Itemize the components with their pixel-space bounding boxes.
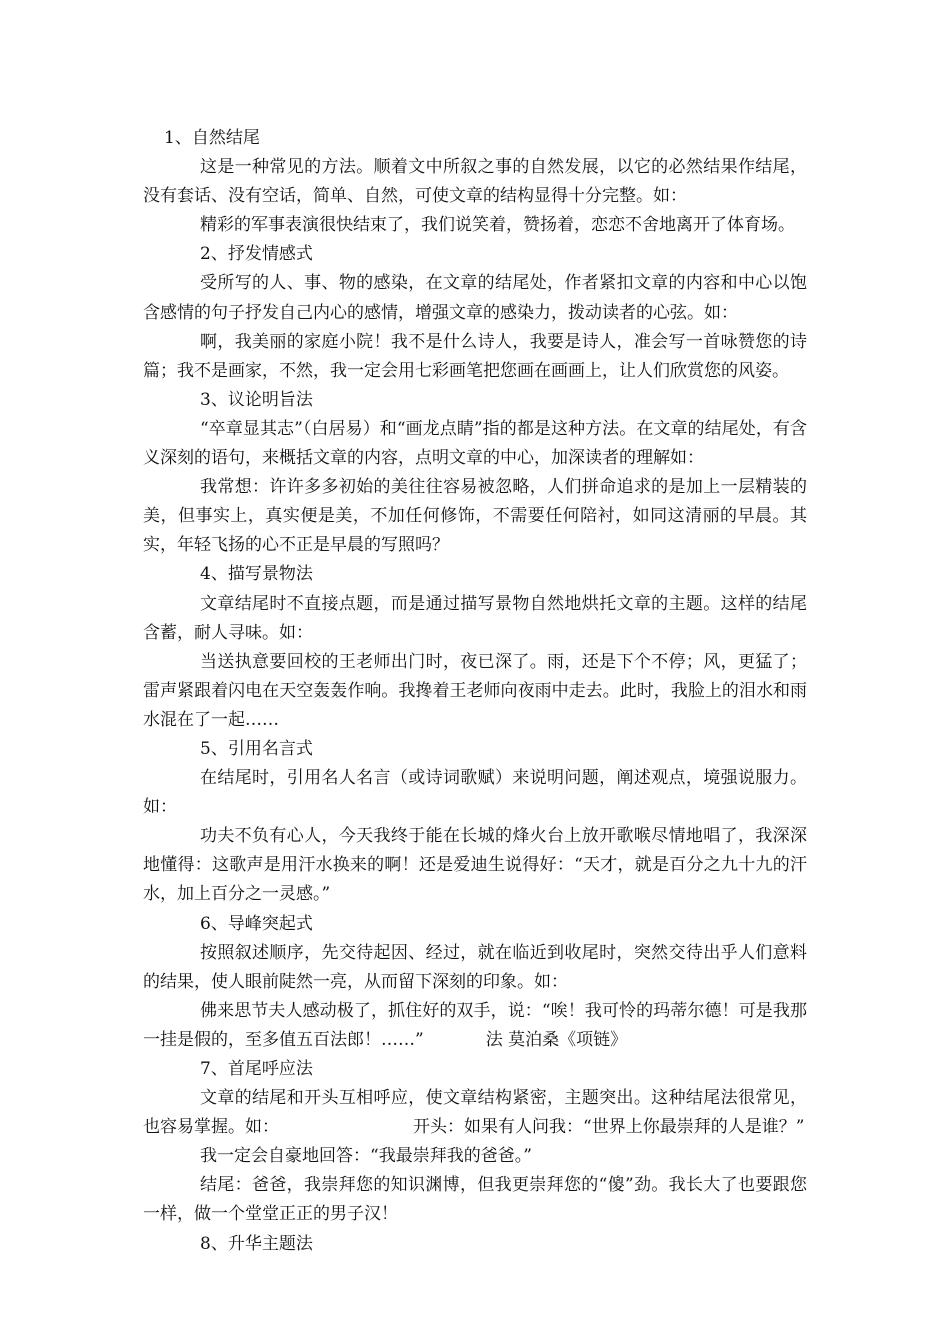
body-paragraph: 文章结尾时不直接点题，而是通过描写景物自然地烘托文章的主题。这样的结尾含蓄，耐人寻味。如： <box>143 593 807 643</box>
section-heading-2: 2、抒发情感式 <box>200 244 313 265</box>
example-paragraph: 当送执意要回校的王老师出门时，夜已深了。雨，还是下个不停；风，更猛了；雷声紧跟着闪电在天空轰轰作响。我搀着王老师向夜雨中走去。此时，我脸上的泪水和雨水混在了一起…… <box>143 651 807 730</box>
section-heading-7: 7、首尾呼应法 <box>200 1059 313 1079</box>
body-paragraph: 这是一种常见的方法。顺着文中所叙之事的自然发展，以它的必然结果作结尾，没有套话、没有空话，简单、自然，可使文章的结构显得十分完整。如： <box>143 157 807 207</box>
example-paragraph: 功夫不负有心人，今天我终于能在长城的烽火台上放开歌喉尽情地唱了，我深深地懂得：这歌声是用汗水换来的啊！还是爱迪生说得好：“天才，就是百分之九十九的汗水，加上百分之一灵感。” <box>143 826 807 905</box>
body-paragraph: 按照叙述顺序，先交待起因、经过，就在临近到收尾时，突然交待出乎人们意料的结果，使人眼前陡然一亮，从而留下深刻的印象。如： <box>143 942 807 992</box>
section-heading-6: 6、导峰突起式 <box>200 913 313 934</box>
section-heading-3: 3、议论明旨法 <box>200 389 313 410</box>
body-paragraph <box>143 1084 807 1142</box>
example-paragraph <box>143 997 807 1055</box>
section-heading-4: 4、描写景物法 <box>200 564 313 585</box>
citation: 法 莫泊桑《项链》 <box>485 1029 628 1050</box>
example-paragraph: 精彩的军事表演很快结束了，我们说笑着，赞扬着，恋恋不舍地离开了体育场。 <box>200 215 795 236</box>
example-quote: 佛来思节夫人感动极了，抓住好的双手，说：“唉！我可怜的玛蒂尔德！可是我那一挂是假的，至多值五百法郎！……” <box>143 1000 807 1050</box>
body-text: 文章的结尾和开头互相呼应，使文章结构紧密，主题突出。这种结尾法很常见，也容易掌握。如： <box>143 1088 807 1138</box>
document-body <box>143 124 807 1259</box>
body-paragraph: “卒章显其志”（白居易）和“画龙点睛”指的都是这种方法。在文章的结尾处，有含义深刻的语句，来概括文章的内容，点明文章的中心，加深读者的理解如： <box>143 418 807 469</box>
example-paragraph: 我一定会自豪地回答：“我最崇拜我的爸爸。” <box>200 1146 532 1167</box>
body-paragraph: 受所写的人、事、物的感染，在文章的结尾处，作者紧扣文章的内容和中心以饱含感情的句子抒发自己内心的感情，增强文章的感染力，拨动读者的心弦。如： <box>143 273 807 323</box>
opening-example: 开头：如果有人问我：“世界上你最崇拜的人是谁？” <box>413 1117 805 1138</box>
example-paragraph: 我常想：许许多多初始的美往往容易被忽略，人们拼命追求的是加上一层精装的美，但事实上，真实便是美，不加任何修饰，不需要任何陪衬，如同这清丽的早晨。其实，年轻飞扬的心不正是早晨的写照吗？ <box>143 477 807 556</box>
section-heading-5: 5、引用名言式 <box>200 738 313 759</box>
body-paragraph: 在结尾时，引用名人名言（或诗词歌赋）来说明问题，阐述观点，境强说服力。如： <box>143 768 807 818</box>
section-heading-1: 1、自然结尾 <box>164 128 260 148</box>
example-paragraph: 结尾：爸爸，我崇拜您的知识渊博，但我更崇拜您的“傻”劲。我长大了也要跟您一样，做一个堂堂正正的男子汉！ <box>143 1175 807 1225</box>
section-heading-8: 8、升华主题法 <box>200 1233 313 1254</box>
example-paragraph: 啊，我美丽的家庭小院！我不是什么诗人，我要是诗人，准会写一首咏赞您的诗篇；我不是画家，不然，我一定会用七彩画笔把您画在画画上，让人们欣赏您的风姿。 <box>143 331 807 381</box>
